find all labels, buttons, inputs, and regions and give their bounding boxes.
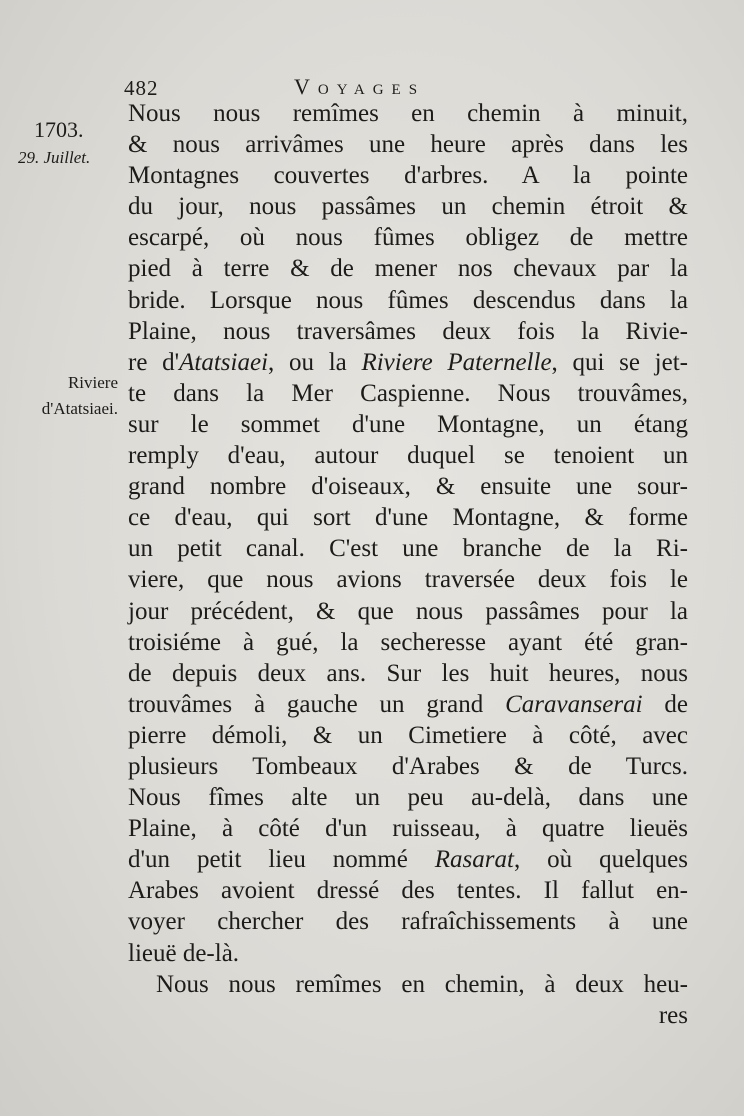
text-line: lieuë de-là. [128,939,240,967]
text-line: jour précédent, & que nous passâmes pour la [128,597,688,625]
margin-date: 29. Juillet. [18,148,91,167]
text-line: un petit canal. C'est une branche de la Ri- [128,535,688,563]
text-line: Nous nous remîmes en chemin, à deux heu- [156,970,688,998]
text-line: Montagnes couvertes d'arbres. A la pointe [128,162,688,190]
text-line: bride. Lorsque nous fûmes descendus dans la [128,286,688,314]
text-line: & nous arrivâmes une heure après dans les [128,131,688,159]
text-line: escarpé, où nous fûmes obligez de mettre [128,224,688,252]
text-line: remply d'eau, autour duquel se tenoient un [128,442,688,470]
text-line: Plaine, à côté d'un ruisseau, à quatre lieuës [128,815,688,843]
text-line: Nous nous remîmes en chemin à minuit, [128,100,688,127]
page-number: 482 [124,76,159,100]
text-line: sur le sommet d'une Montagne, un étang [128,410,688,438]
text-line: pierre démoli, & un Cimetiere à côté, avec [128,721,688,749]
text-line: plusieurs Tombeaux d'Arabes & de Turcs. [128,752,688,780]
margin-note [8,370,118,422]
text-line: d'un petit lieu nommé Rasarat, où quelques [128,846,688,874]
text-line: de depuis deux ans. Sur les huit heures, nous [128,659,688,687]
body-text [128,98,688,1031]
text-line: voyer chercher des rafraîchissements à une [128,908,688,936]
text-line: re d'Atatsiaei, ou la Riviere Paternelle, qui se jet- [128,348,688,376]
margin-note-line: Riviere [67,373,118,392]
text-line: Nous fîmes alte un peu au-delà, dans une [128,784,688,812]
page-header [118,72,678,100]
text-line: pied à terre & de mener nos chevaux par la [128,255,688,283]
margin-note-line: d'Atatsiaei. [41,399,118,418]
running-title: Voyages [294,74,426,99]
text-line: du jour, nous passâmes un chemin étroit & [128,193,688,221]
text-line: Plaine, nous traversâmes deux fois la Rivie- [128,317,688,345]
text-line: grand nombre d'oiseaux, & ensuite une sour- [128,473,688,501]
margin-year: 1703. [34,117,84,142]
text-line: ce d'eau, qui sort d'une Montagne, & forme [128,504,688,532]
text-line: Arabes avoient dressé des tentes. Il fallut en- [128,877,688,905]
text-line: te dans la Mer Caspienne. Nous trouvâmes, [128,379,688,407]
catchword: res [658,1001,688,1029]
text-line: trouvâmes à gauche un grand Caravanserai de [128,690,688,718]
text-line: troisiéme à gué, la secheresse ayant été gran- [128,628,688,656]
text-line: viere, que nous avions traversée deux fois le [128,566,688,594]
